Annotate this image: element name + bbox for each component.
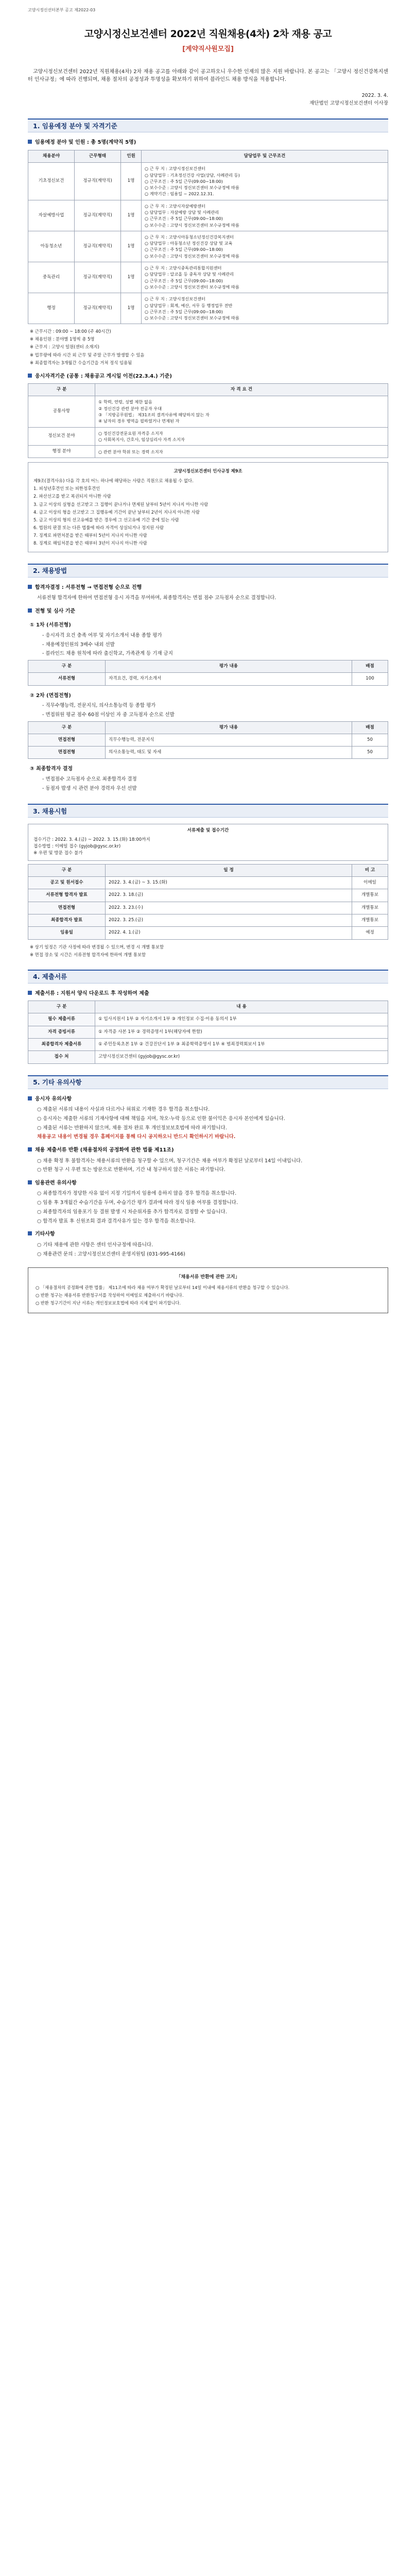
submission-box-title: 서류제출 및 접수기간 xyxy=(187,828,229,834)
position-duties xyxy=(142,231,388,262)
stage3-line: - 동점자 발생 시 관련 분야 경력자 우선 선발 xyxy=(42,785,137,791)
section-3-header xyxy=(28,804,388,818)
col-header: 비 고 xyxy=(352,864,388,876)
page-subtitle: [계약직사원모집] xyxy=(182,45,234,53)
position-count: 1명 xyxy=(121,262,142,293)
row-note: 개별통보 xyxy=(352,914,388,926)
duty-line: ○ 보수수준 : 고양시 정신보건센터 보수규정에 따름 xyxy=(145,253,239,259)
square-bullet-icon xyxy=(28,991,32,995)
duty-line: ○ 담당업무 : 알코올 등 중독자 상담 및 사례관리 xyxy=(145,272,234,277)
square-bullet-icon xyxy=(28,1147,32,1151)
top-note: 고양시정신선터본부 공고 제2022-03 xyxy=(28,8,96,12)
position-type: 정규직(계약직) xyxy=(75,200,121,231)
row-note: 개별통보 xyxy=(352,902,388,914)
qual-requirements xyxy=(95,427,388,446)
square-bullet-icon xyxy=(28,1180,32,1184)
col-header: 평가 내용 xyxy=(106,721,352,734)
row-label: 공고 및 원서접수 xyxy=(28,876,106,889)
row-value: 2022. 3. 25.(금) xyxy=(106,914,352,926)
notice-line: ○ 반환 청구 시 우편 또는 방문으로 반환하며, 기간 내 청구하지 않은 서류는 파기합니다. xyxy=(37,1167,226,1173)
position-count: 1명 xyxy=(121,293,142,324)
doc-content: ① 입사지원서 1부 ② 자기소개서 1부 ③ 개인정보 수집·이용 동의서 1부 xyxy=(95,1013,388,1026)
disq-line: 3. 금고 이상의 실형을 선고받고 그 집행이 끝나거나 면제된 날부터 5년이 지나지 아니한 사람 xyxy=(33,501,209,507)
qual-line: ① 학력, 연령, 성별 제한 없음 xyxy=(98,399,152,405)
position-field: 자살예방사업 xyxy=(28,200,75,231)
position-field: 기초정신보건 xyxy=(28,163,75,200)
section-4-title: 4. 제출서류 xyxy=(33,972,67,980)
final-line: ○ 반환 청구는 채용서류 반환청구서를 작성하여 이메일로 제출하시기 바랍니다. xyxy=(36,1293,184,1298)
table-row xyxy=(28,446,388,458)
section-5-title: 5. 기타 유의사항 xyxy=(33,1078,82,1086)
table-row xyxy=(28,231,388,262)
position-count: 1명 xyxy=(121,200,142,231)
col-header: 구 분 xyxy=(28,1001,95,1013)
table-row xyxy=(28,747,388,759)
submission-line: ※ 우편 및 방문 접수 불가 xyxy=(33,851,83,856)
duty-line: ○ 담당업무 : 회계, 예산, 서무 등 행정업무 전반 xyxy=(145,302,233,308)
final-line: ○ 「채용절차의 공정화에 관한 법률」 제11조에 따라 채용 여부가 확정된 날로부터 14일 이내에 채용서류의 반환을 청구할 수 있습니다. xyxy=(36,1285,290,1291)
submission-line: 접수방법 : 이메일 접수 (gyjob@gysc.or.kr) xyxy=(33,844,121,850)
qual-line: ③ 「지방공무원법」 제31조의 결격사유에 해당하지 않는 자 xyxy=(98,412,210,417)
duty-line: ○ 보수수준 : 고양시 정신보건센터 보수규정에 따름 xyxy=(145,185,239,191)
notice-line: ○ 최종합격자가 정당한 사유 없이 지정 기일까지 임용에 응하지 않을 경우 합격을 취소합니다. xyxy=(37,1191,237,1197)
square-bullet-icon xyxy=(28,374,32,378)
col-header: 평가 내용 xyxy=(106,660,352,672)
table-row xyxy=(28,262,388,293)
s5-head-2 xyxy=(28,1146,388,1155)
announce-org: 재단법인 고양시정신보건센터 이사장 xyxy=(309,100,388,106)
qual-requirements xyxy=(95,396,388,427)
col-header: 구 분 xyxy=(28,864,106,876)
title-block xyxy=(28,27,388,55)
row-note: 50 xyxy=(352,747,388,759)
position-type: 정규직(계약직) xyxy=(75,262,121,293)
duty-line: ○ 담당업무 : 기초정신건강 사업(상담, 사례관리 등) xyxy=(145,172,240,178)
note-line: ※ 근무지 : 고양시 일원(센터 소재지) xyxy=(30,344,99,350)
note-line: ※ 채용인원 : 분야별 1명씩 총 5명 xyxy=(30,336,95,342)
duty-line: ○ 보수수준 : 고양시 정신보건센터 보수규정에 따름 xyxy=(145,315,239,321)
table-row xyxy=(28,427,388,446)
section-5-header xyxy=(28,1075,388,1089)
documents-table xyxy=(28,1001,388,1064)
qualification-table xyxy=(28,383,388,458)
s5-highlight xyxy=(37,1133,388,1141)
stage1-line: - 응시자격 요건 충족 여부 및 자기소개서 내용 종합 평가 xyxy=(42,632,162,638)
schedule-table xyxy=(28,864,388,940)
qual-line: ④ 남자의 경우 병역을 필하였거나 면제된 자 xyxy=(98,418,180,424)
section-3-title: 3. 채용시험 xyxy=(33,807,67,815)
table-row xyxy=(28,1013,388,1026)
row-value: 2022. 3. 18.(금) xyxy=(106,889,352,902)
square-bullet-icon xyxy=(28,1231,32,1235)
table-row xyxy=(28,673,388,685)
stage3-title: ③ 최종합격자 결정 xyxy=(30,766,73,772)
position-field: 중독관리 xyxy=(28,262,75,293)
s1-head-1-text: 임용예정 분야 및 인원 : 총 5명(계약직 5명) xyxy=(35,140,136,146)
row-label: 서류전형 합격자 발표 xyxy=(28,889,106,902)
position-count: 1명 xyxy=(121,163,142,200)
row-note: 50 xyxy=(352,734,388,746)
col-header: 내 용 xyxy=(95,1001,388,1013)
row-value: 직무수행능력, 전문지식 xyxy=(106,734,352,746)
stage3-line: - 면접점수 고득점자 순으로 최종합격자 결정 xyxy=(42,776,137,782)
qual-category: 정신보건 분야 xyxy=(28,427,95,446)
disq-line: 7. 징계로 파면처분을 받은 때부터 5년이 지나지 아니한 사람 xyxy=(33,532,147,538)
doc-content: 고양시정신보건센터 (gyjob@gysc.or.kr) xyxy=(95,1051,388,1063)
s5-head-3 xyxy=(28,1179,388,1188)
disq-line: 4. 금고 이상의 형을 선고받고 그 집행유예 기간이 끝난 날부터 2년이 지나지 아니한 사람 xyxy=(33,509,200,515)
qual-category: 행정 분야 xyxy=(28,446,95,458)
final-line: ○ 반환 청구기간이 지난 서류는 개인정보보호법에 따라 지체 없이 파기합니다. xyxy=(36,1300,181,1306)
table-row xyxy=(28,200,388,231)
section-1-header xyxy=(28,118,388,132)
announce-date: 2022. 3. 4. xyxy=(361,92,388,98)
qual-category: 공통사항 xyxy=(28,396,95,427)
qual-line: ○ 정신건강전문요원 자격증 소지자 xyxy=(98,430,163,436)
stage2-line: - 면접위원 평균 점수 60점 이상인 자 중 고득점자 순으로 선발 xyxy=(42,711,175,718)
duty-line: ○ 근 무 지 : 고양시아동청소년정신건강복지센터 xyxy=(145,234,234,240)
position-duties xyxy=(142,200,388,231)
duty-line: ○ 근무조건 : 주 5일 근무(09:00~18:00) xyxy=(145,309,223,314)
table-row xyxy=(28,293,388,324)
s2-head-1 xyxy=(28,584,388,592)
square-bullet-icon xyxy=(28,140,32,144)
qual-requirements xyxy=(95,446,388,458)
table-row xyxy=(28,902,388,914)
position-field: 아동청소년 xyxy=(28,231,75,262)
section-2-header xyxy=(28,564,388,578)
s2-head-2-text: 전형 및 심사 기준 xyxy=(35,608,76,614)
duty-line: ○ 근무조건 : 주 5일 근무(09:00~18:00) xyxy=(145,278,223,283)
disqualification-box xyxy=(28,462,388,552)
notice-line: ○ 기타 채용에 관한 사항은 센터 인사규정에 따릅니다. xyxy=(37,1242,153,1248)
duty-line: ○ 근 무 지 : 고양시정신보건센터 xyxy=(145,296,205,302)
s2-head-2 xyxy=(28,607,388,616)
row-value: 2022. 3. 4.(금) ~ 3. 15.(화) xyxy=(106,876,352,889)
note-line: ※ 면접 장소 및 시간은 서류전형 합격자에 한하여 개별 통보함 xyxy=(30,952,146,957)
qual-line: ② 정신건강 관련 분야 전공자 우대 xyxy=(98,405,162,411)
duty-line: ○ 근 무 지 : 고양시중독관리통합지원센터 xyxy=(145,265,222,271)
table-row xyxy=(28,927,388,939)
table-row xyxy=(28,396,388,427)
disq-line: 제9조(결격사유) 다음 각 호의 어느 하나에 해당하는 사람은 직원으로 채용될 수 없다. xyxy=(33,478,194,484)
row-note: 100 xyxy=(352,673,388,685)
return-notice-title: 「채용서류 반환에 관한 고지」 xyxy=(176,1275,240,1280)
s5-head-3-text: 임용관련 유의사항 xyxy=(35,1180,77,1186)
disq-line: 1. 피성년후견인 또는 피한정후견인 xyxy=(33,486,100,492)
return-notice-box xyxy=(28,1267,388,1313)
s5-head-1-text: 응시자 유의사항 xyxy=(35,1096,72,1102)
col-header: 자 격 요 건 xyxy=(95,384,388,396)
notice-line: ○ 최종합격자의 임용포기 등 결원 발생 시 차순위자를 추가 합격자로 결정할 수 있습니다. xyxy=(37,1209,227,1215)
duty-line: ○ 근무조건 : 주 5일 근무(09:00~18:00) xyxy=(145,178,223,184)
duty-line: ○ 계약기간 : 임용일 ~ 2022.12.31. xyxy=(145,191,214,197)
position-type: 정규직(계약직) xyxy=(75,163,121,200)
duty-line: ○ 담당업무 : 자살예방 상담 및 사례관리 xyxy=(145,210,219,215)
positions-table xyxy=(28,150,388,325)
disq-line: 2. 파산선고를 받고 복권되지 아니한 사람 xyxy=(33,494,111,499)
s2-head-1-text: 합격자결정 : 서류전형 → 면접전형 순으로 진행 xyxy=(35,584,142,590)
s4-head-1-text: 제출서류 : 지원서 양식 다운로드 후 작성하여 제출 xyxy=(35,990,149,996)
row-label: 면접전형 xyxy=(28,902,106,914)
s2-p1: 서류전형 합격자에 한하여 면접전형 응시 자격을 부여하며, 최종합격자는 면접 점수 고득점자 순으로 결정합니다. xyxy=(37,595,276,601)
col-header: 배점 xyxy=(352,660,388,672)
duty-line: ○ 보수수준 : 고양시 정신보건센터 보수규정에 따름 xyxy=(145,284,239,290)
note-line: ※ 근무시간 : 09:00 ~ 18:00 (주 40시간) xyxy=(30,329,111,334)
table-row xyxy=(28,1051,388,1063)
s1-head-1 xyxy=(28,139,388,147)
note-line: ※ 업무량에 따라 시간 외 근무 및 주말 근무가 발생할 수 있음 xyxy=(30,352,145,358)
s5-head-4-text: 기타사항 xyxy=(35,1231,55,1238)
duty-line: ○ 근 무 지 : 고양시자살예방센터 xyxy=(145,203,205,209)
doc-screen-table xyxy=(28,660,388,686)
notice-line: ○ 합격자 발표 후 신원조회 결과 결격사유가 있는 경우 합격을 취소합니다. xyxy=(37,1218,196,1224)
notice-line: ○ 채용관련 문의 : 고양시정신보건센터 운영지원팀 (031-995-4166) xyxy=(37,1251,185,1257)
position-type: 정규직(계약직) xyxy=(75,293,121,324)
disq-line: 8. 징계로 해임처분을 받은 때부터 3년이 지나지 아니한 사람 xyxy=(33,540,147,546)
intro-text: 고양시정신보건센터 2022년 직원채용(4차) 2차 재용 공고를 아래와 같이 공고하오니 우수한 인재의 많은 지원 바랍니다. 본 공고는 「고양시 정신건강복지센터 인사규정」에 따라 진행되며, 채용 절차의 공정성과 투명성을 확보하기 위하여 블라인드 채용 방식을 적용합니다. xyxy=(28,69,388,83)
stage1-line: - 채용예정인원의 3배수 내외 선발 xyxy=(42,641,115,648)
submission-line: 접수기간 : 2022. 3. 4.(금) ~ 2022. 3. 15.(화) 18:00까지 xyxy=(33,837,150,842)
position-field: 행정 xyxy=(28,293,75,324)
row-label: 최종합격자 발표 xyxy=(28,914,106,926)
position-duties xyxy=(142,262,388,293)
square-bullet-icon xyxy=(28,1096,32,1100)
doc-category: 자격 증빙서류 xyxy=(28,1026,95,1038)
position-duties xyxy=(142,163,388,200)
stage2-title: ② 2차 (면접전형) xyxy=(30,692,71,699)
row-value: 2022. 3. 23.(수) xyxy=(106,902,352,914)
row-label: 면접전형 xyxy=(28,747,106,759)
stage1-line: - 블라인드 채용 원칙에 따라 출신학교, 가족관계 등 기재 금지 xyxy=(42,651,173,657)
section-1-title: 1. 임용예정 분야 및 자격기준 xyxy=(33,122,117,130)
col-header: 구 분 xyxy=(28,384,95,396)
col-header: 구 분 xyxy=(28,660,106,672)
square-bullet-icon xyxy=(28,585,32,589)
col-header: 배점 xyxy=(352,721,388,734)
s1-head-2 xyxy=(28,372,388,381)
doc-content: ① 주민등록초본 1부 ② 건강진단서 1부 ③ 최종학력증명서 1부 ④ 범죄경력회보서 1부 xyxy=(95,1039,388,1051)
position-duties xyxy=(142,293,388,324)
table-row xyxy=(28,876,388,889)
notice-line: ○ 임용 후 3개월간 수습기간을 두며, 수습기간 평가 결과에 따라 정식 임용 여부를 결정합니다. xyxy=(37,1200,238,1206)
notice-line: ○ 제출된 서류는 반환하지 않으며, 채용 절차 완료 후 개인정보보호법에 따라 파기합니다. xyxy=(37,1125,227,1131)
col-header: 근무형태 xyxy=(75,150,121,162)
stage2-line: - 직무수행능력, 전문지식, 의사소통능력 등 종합 평가 xyxy=(42,703,156,709)
s5-highlight-text: 채용공고 내용이 변경될 경우 홈페이지를 통해 다시 공지하오니 반드시 확인하시기 바랍니다. xyxy=(37,1134,236,1140)
col-header: 채용분야 xyxy=(28,150,75,162)
row-value: 자격요건, 경력, 자기소개서 xyxy=(106,673,352,685)
row-label: 서류전형 xyxy=(28,673,106,685)
disq-box-title: 고양시정신보건센터 인사규정 제9조 xyxy=(174,468,242,474)
row-label: 임용일 xyxy=(28,927,106,939)
duty-line: ○ 근 무 지 : 고양시정신보건센터 xyxy=(145,166,205,172)
table-row xyxy=(28,734,388,746)
interview-table xyxy=(28,721,388,759)
s1-notes xyxy=(30,328,388,366)
qual-line: ○ 관련 분야 학위 또는 경력 소지자 xyxy=(98,449,163,454)
col-header: 인원 xyxy=(121,150,142,162)
position-type: 정규직(계약직) xyxy=(75,231,121,262)
col-header: 일 정 xyxy=(106,864,352,876)
duty-line: ○ 근무조건 : 주 5일 근무(09:00~18:00) xyxy=(145,247,223,252)
col-header: 담당업무 및 근무조건 xyxy=(142,150,388,162)
table-row xyxy=(28,914,388,926)
s3-notes xyxy=(30,944,388,958)
row-label: 면접전형 xyxy=(28,734,106,746)
s5-head-4 xyxy=(28,1230,388,1239)
note-line: ※ 최종합격자는 3개월간 수습기간을 거쳐 정식 임용됨 xyxy=(30,360,132,365)
row-value: 의사소통능력, 태도 및 자세 xyxy=(106,747,352,759)
s4-head-1 xyxy=(28,990,388,998)
table-row xyxy=(28,1026,388,1038)
row-note: 이메일 xyxy=(352,876,388,889)
stage1-title: ① 1차 (서류전형) xyxy=(30,622,71,629)
col-header: 구 분 xyxy=(28,721,106,734)
disq-line: 6. 법원의 판결 또는 다른 법률에 따라 자격이 상실되거나 정지된 사람 xyxy=(33,524,164,530)
table-row xyxy=(28,163,388,200)
doc-category: 최종합격자 제출서류 xyxy=(28,1039,95,1051)
doc-category: 필수 제출서류 xyxy=(28,1013,95,1026)
section-4-header xyxy=(28,970,388,984)
row-note: 예정 xyxy=(352,927,388,939)
doc-content: ① 자격증 사본 1부 ② 경력증명서 1부(해당자에 한함) xyxy=(95,1026,388,1038)
notice-line: ○ 채용 확정 후 불합격자는 채용서류의 반환을 청구할 수 있으며, 청구기간은 채용 여부가 확정된 날로부터 14일 이내입니다. xyxy=(37,1158,303,1164)
doc-category: 접수 처 xyxy=(28,1051,95,1063)
disq-line: 5. 금고 이상의 형의 선고유예를 받은 경우에 그 선고유예 기간 중에 있는 사람 xyxy=(33,517,179,522)
square-bullet-icon xyxy=(28,608,32,613)
page-title: 고양시정신보건센터 2022년 직원채용(4차) 2차 재용 공고 xyxy=(84,28,332,40)
submission-period-box xyxy=(28,824,388,860)
row-note: 개별통보 xyxy=(352,889,388,902)
s5-head-2-text: 채용 제출서류 반환 (채용절차의 공정화에 관한 법률 제11조) xyxy=(35,1147,174,1153)
s5-head-1 xyxy=(28,1095,388,1104)
s1-head-2-text: 응시자격기준 (공통 : 채용공고 게시일 이전(22.3.4.) 기준) xyxy=(35,373,172,379)
duty-line: ○ 담당업무 : 아동청소년 정신건강 상담 및 교육 xyxy=(145,241,233,246)
notice-line: ○ 응시자는 제출한 서류의 기재사항에 대해 책임을 지며, 착오·누락 등으로 인한 불이익은 응시자 본인에게 있습니다. xyxy=(37,1115,285,1122)
qual-line: ○ 사회복지사, 간호사, 임상심리사 자격 소지자 xyxy=(98,436,185,442)
duty-line: ○ 근무조건 : 주 5일 근무(09:00~18:00) xyxy=(145,216,223,222)
table-row xyxy=(28,889,388,902)
row-value: 2022. 4. 1.(금) xyxy=(106,927,352,939)
note-line: ※ 상기 일정은 기관 사정에 따라 변경될 수 있으며, 변경 시 개별 통보함 xyxy=(30,944,164,950)
section-2-title: 2. 채용방법 xyxy=(33,566,67,574)
table-row xyxy=(28,1039,388,1051)
duty-line: ○ 보수수준 : 고양시 정신보건센터 보수규정에 따름 xyxy=(145,222,239,228)
notice-line: ○ 제출된 서류의 내용이 사실과 다르거나 허위로 기재한 경우 합격을 취소합니다. xyxy=(37,1107,210,1113)
position-count: 1명 xyxy=(121,231,142,262)
